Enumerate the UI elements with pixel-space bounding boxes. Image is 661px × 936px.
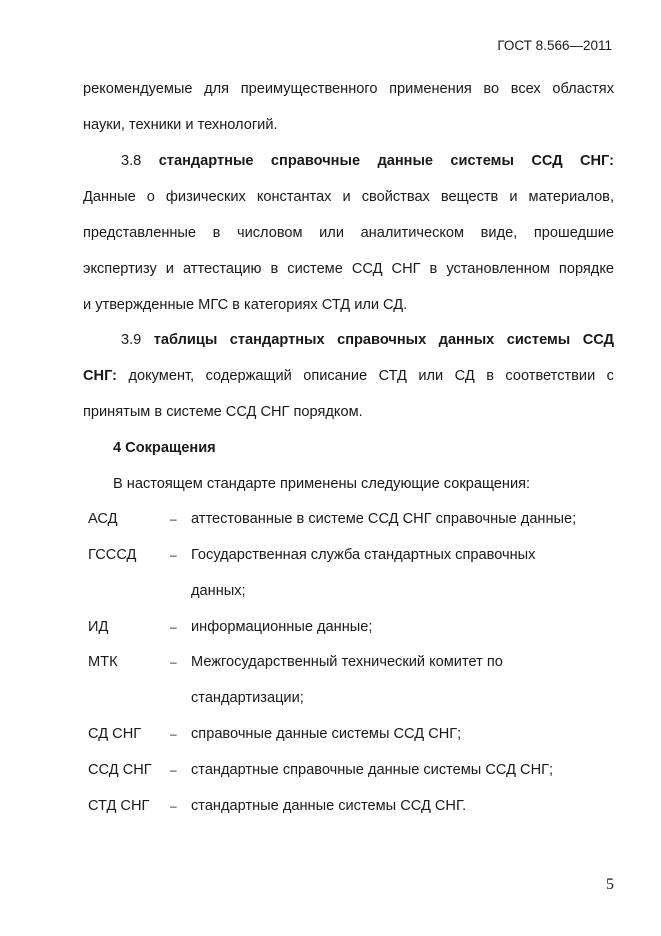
- paragraph-line: рекомендуемые для преимущественного применения во всех областях: [83, 81, 614, 97]
- term-number: 3.8: [121, 153, 142, 169]
- abbreviation-definition: информационные данные;: [191, 619, 373, 635]
- term-title-continued: СНГ:: [83, 368, 118, 384]
- abbreviation-term: ГСССД: [88, 547, 137, 563]
- page-number: 5: [606, 876, 614, 893]
- abbreviation-term: СТД СНГ: [88, 798, 150, 814]
- abbreviation-definition: стандартные данные системы ССД СНГ.: [191, 798, 467, 814]
- abbreviation-term: СД СНГ: [88, 726, 142, 742]
- section-heading: 4 Сокращения: [113, 440, 216, 456]
- paragraph-line: Данные о физических константах и свойствах веществ и материалов,: [83, 189, 614, 205]
- paragraph-text: документ, содержащий описание СТД или СД в соответствии с: [128, 368, 614, 384]
- abbreviation-term: АСД: [88, 511, 118, 527]
- abbreviation-term: ИД: [88, 619, 109, 635]
- term-3-9-heading: [121, 332, 614, 348]
- document-header: ГОСТ 8.566—2011: [497, 38, 612, 53]
- abbreviation-definition: стандартные справочные данные системы ССД СНГ;: [191, 762, 554, 778]
- term-number: 3.9: [121, 332, 142, 348]
- paragraph-line: и утвержденные МГС в категориях СТД или СД.: [83, 297, 408, 313]
- section-intro: В настоящем стандарте применены следующие сокращения:: [113, 476, 531, 492]
- abbreviation-definition: Государственная служба стандартных справочных: [191, 547, 536, 563]
- dash-separator: –: [170, 548, 177, 562]
- term-title: стандартные справочные данные системы ССД СНГ:: [158, 153, 614, 169]
- dash-separator: –: [170, 655, 177, 669]
- dash-separator: –: [170, 512, 177, 526]
- abbreviation-term: МТК: [88, 654, 118, 670]
- paragraph-line: представленные в числовом или аналитическом виде, прошедшие: [83, 225, 614, 241]
- paragraph-line: принятым в системе ССД СНГ порядком.: [83, 404, 363, 420]
- abbreviation-definition: справочные данные системы ССД СНГ;: [191, 726, 462, 742]
- paragraph-line: науки, техники и технологий.: [83, 117, 278, 133]
- dash-separator: –: [170, 799, 177, 813]
- abbreviation-definition-continued: данных;: [191, 583, 246, 599]
- paragraph-line: экспертизу и аттестацию в системе ССД СНГ в установленном порядке: [83, 261, 614, 277]
- dash-separator: –: [170, 620, 177, 634]
- term-3-9-line: [83, 368, 614, 384]
- abbreviation-definition: аттестованные в системе ССД СНГ справочные данные;: [191, 511, 577, 527]
- term-3-8-heading: [121, 153, 614, 169]
- dash-separator: –: [170, 727, 177, 741]
- dash-separator: –: [170, 763, 177, 777]
- abbreviation-term: ССД СНГ: [88, 762, 152, 778]
- abbreviation-definition-continued: стандартизации;: [191, 690, 304, 706]
- term-title: таблицы стандартных справочных данных системы ССД: [153, 332, 614, 348]
- abbreviation-definition: Межгосударственный технический комитет по: [191, 654, 503, 670]
